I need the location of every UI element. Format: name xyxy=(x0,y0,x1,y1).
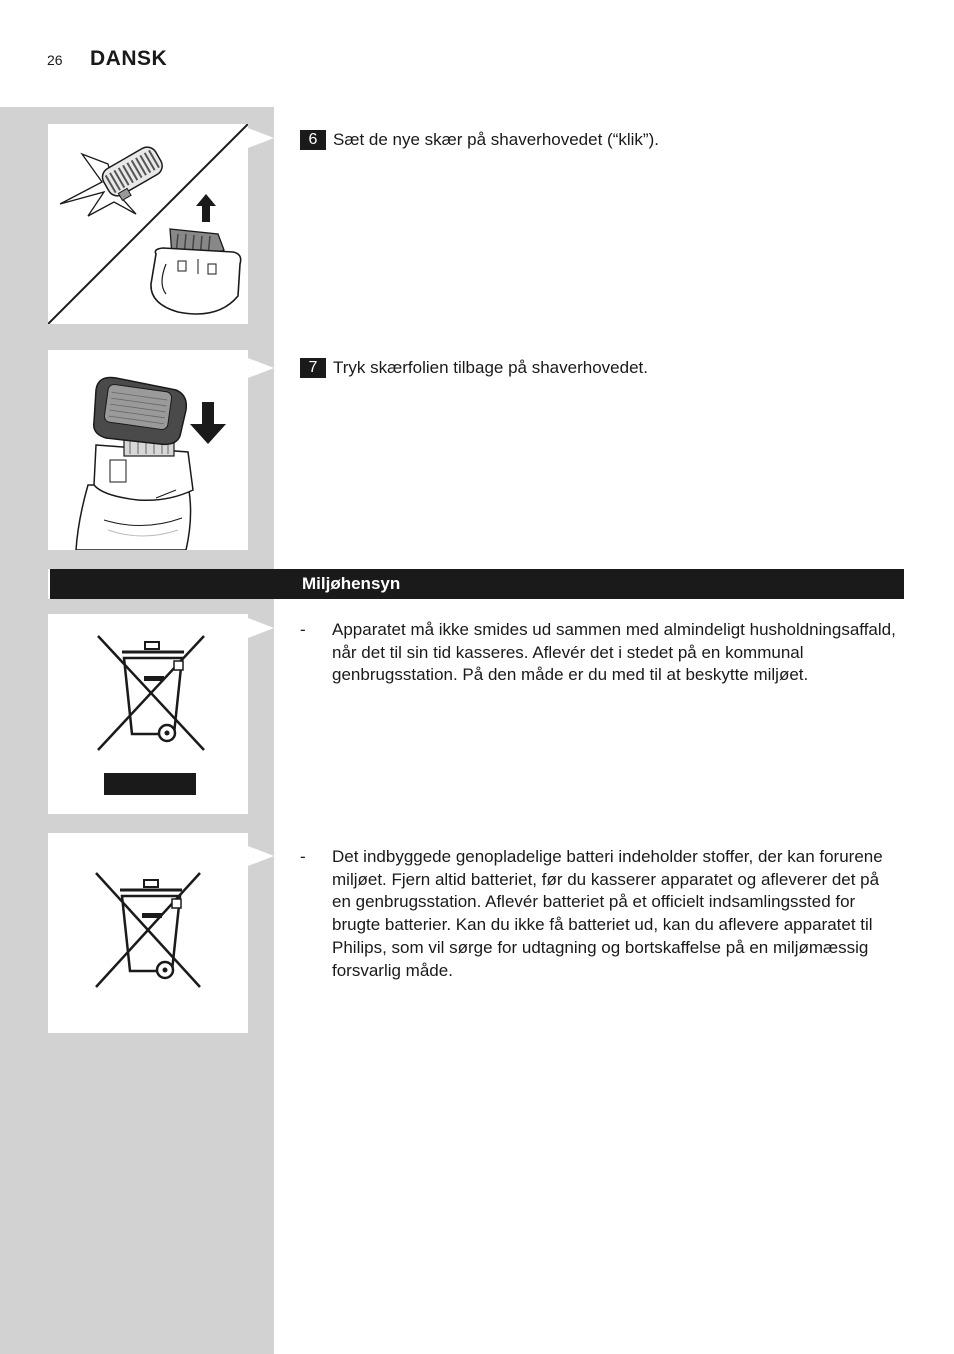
bullet-dash: - xyxy=(300,847,306,866)
bullet-text: Det indbyggede genopladelige batteri indeholder stoffer, der kan forurene miljøet. Fjern altid batteriet, før du kasserer apparatet og afleverer det på en genbrugsstation. Aflevér batteriet på et officielt indsamlingssted for brugte batterier. Kan du ikke få batteriet ud, kan du aflevere apparatet til Philips, som vil sørge for udtagning og bortskaffelse på en miljømæssig forsvarlig måde. xyxy=(332,847,883,980)
step-text: Tryk skærfolien tilbage på shaverhovedet. xyxy=(333,358,648,377)
bullet-disposal xyxy=(300,619,900,687)
foil-press-illustration xyxy=(48,350,248,550)
bullet-battery xyxy=(300,846,900,982)
battery-bin-icon xyxy=(48,833,248,1033)
section-title: Miljøhensyn xyxy=(302,574,401,593)
pointer-3 xyxy=(248,618,274,638)
bullet-dash: - xyxy=(300,620,306,639)
step-number: 7 xyxy=(300,358,326,378)
weee-bin-icon xyxy=(48,614,248,814)
pointer-1 xyxy=(248,128,274,148)
pointer-4 xyxy=(248,846,274,866)
bullet-text: Apparatet må ikke smides ud sammen med almindeligt husholdningsaffald, når det til sin tid kasseres. Aflevér det i stedet på en kommunal genbrugsstation. På den måde er du med til at beskytte miljøet. xyxy=(332,620,896,685)
page-number: 26 xyxy=(47,52,63,68)
foil-replace-illustration xyxy=(48,124,248,324)
language-heading: DANSK xyxy=(90,47,168,70)
step-6 xyxy=(300,130,659,150)
step-7 xyxy=(300,358,648,378)
pointer-2 xyxy=(248,358,274,378)
step-text: Sæt de nye skær på shaverhovedet (“klik”). xyxy=(333,130,659,149)
step-number: 6 xyxy=(300,130,326,150)
section-header xyxy=(48,569,904,599)
